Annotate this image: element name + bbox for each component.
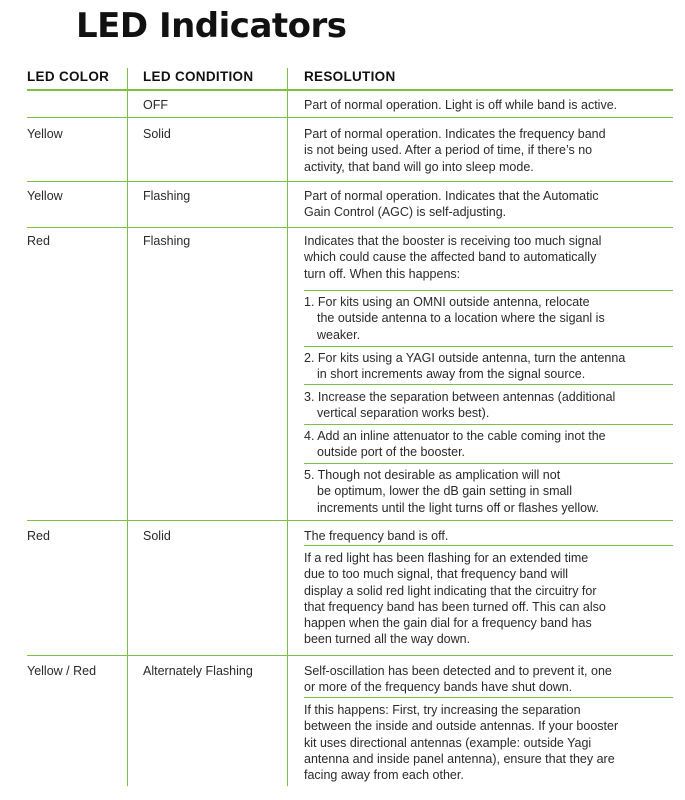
row-5-condition: Alternately Flashing [143,664,253,678]
row-4-color: Red [27,529,50,543]
header-led-color: LED COLOR [27,69,110,84]
row-5-color: Yellow / Red [27,664,97,678]
resolution-line: 3. Increase the separation between antennas (additional [304,390,616,404]
row-3-step-4 [304,428,676,461]
resolution-line: activity, that band will go into sleep mode. [304,159,534,174]
row-3-condition: Flashing [143,234,191,248]
resolution-line: Self-oscillation has been detected and to prevent it, one [304,664,612,678]
row-0-resolution [304,97,676,113]
resolution-line: Indicates that the booster is receiving too much signal [304,234,602,248]
row-3-step-3 [304,389,676,422]
resolution-line: happen when the gain dial for a frequency band has [304,616,592,631]
resolution-line: outside port of the booster. [317,445,466,460]
resolution-line: If a red light has been flashing for an extended time [304,551,589,565]
resolution-line: the outside antenna to a location where the siganl is [317,311,605,326]
row-1-color: Yellow [27,127,63,141]
row-3-color: Red [27,234,50,248]
row-4-summary [304,528,676,544]
resolution-line: turn off. When this happens: [304,266,461,281]
row-4-detail [304,550,676,648]
row-separator [27,181,673,182]
row-3-intro [304,233,676,282]
resolution-line: which could cause the affected band to automatically [304,250,597,265]
resolution-line: or more of the frequency bands have shut down. [304,680,573,695]
resolution-line: that frequency band has been turned off. This can also [304,599,606,614]
resolution-line: 1. For kits using an OMNI outside antenna, relocate [304,295,590,309]
resolution-line: is not being used. After a period of time, if there’s no [304,143,593,158]
block-separator [304,424,673,425]
row-2-condition: Flashing [143,189,191,203]
header-led-condition: LED CONDITION [143,69,254,84]
resolution-line: increments until the light turns off or flashes yellow. [317,500,599,515]
row-separator [27,117,673,118]
resolution-line: due to too much signal, that frequency band will [304,567,569,582]
block-separator [304,290,673,291]
header-resolution: RESOLUTION [304,69,396,84]
resolution-line: Part of normal operation. Light is off while band is active. [304,98,618,112]
resolution-line: in short increments away from the signal source. [317,367,586,382]
resolution-line: If this happens: First, try increasing the separation [304,703,581,717]
row-0-condition: OFF [143,98,168,112]
row-5-summary [304,663,676,696]
resolution-line: display a solid red light indicating that the circuitry for [304,583,597,598]
resolution-line: antenna and inside panel antenna), ensure that they are [304,751,615,766]
row-separator [27,520,673,521]
column-divider [127,68,128,786]
row-3-step-1 [304,294,676,343]
resolution-line: Gain Control (AGC) is self-adjusting. [304,205,507,220]
header-rule [27,89,673,91]
resolution-line: Part of normal operation. Indicates the frequency band [304,127,606,141]
resolution-line: 2. For kits using a YAGI outside antenna, turn the antenna [304,351,626,365]
resolution-line: Part of normal operation. Indicates that the Automatic [304,189,599,203]
resolution-line: vertical separation works best). [317,406,490,421]
resolution-line: The frequency band is off. [304,529,449,543]
row-3-step-5 [304,467,676,516]
row-1-resolution [304,126,676,175]
resolution-line: be optimum, lower the dB gain setting in small [317,484,572,499]
row-4-condition: Solid [143,529,171,543]
resolution-line: kit uses directional antennas (example: outside Yagi [304,735,592,750]
resolution-line: facing away from each other. [304,768,464,783]
block-separator [304,545,673,546]
column-divider [287,68,288,786]
resolution-line: 5. Though not desirable as amplication will not [304,468,561,482]
row-separator [27,655,673,656]
row-1-condition: Solid [143,127,171,141]
block-separator [304,384,673,385]
row-separator [27,227,673,228]
resolution-line: been turned all the way down. [304,632,471,647]
row-2-resolution [304,188,676,221]
page-title: LED Indicators [76,6,347,46]
block-separator [304,463,673,464]
resolution-line: 4. Add an inline attenuator to the cable coming inot the [304,429,606,443]
resolution-line: between the inside and outside antennas. If your booster [304,719,619,734]
block-separator [304,697,673,698]
row-2-color: Yellow [27,189,63,203]
row-5-detail [304,702,676,783]
resolution-line: weaker. [317,327,361,342]
block-separator [304,346,673,347]
row-3-step-2 [304,350,676,383]
